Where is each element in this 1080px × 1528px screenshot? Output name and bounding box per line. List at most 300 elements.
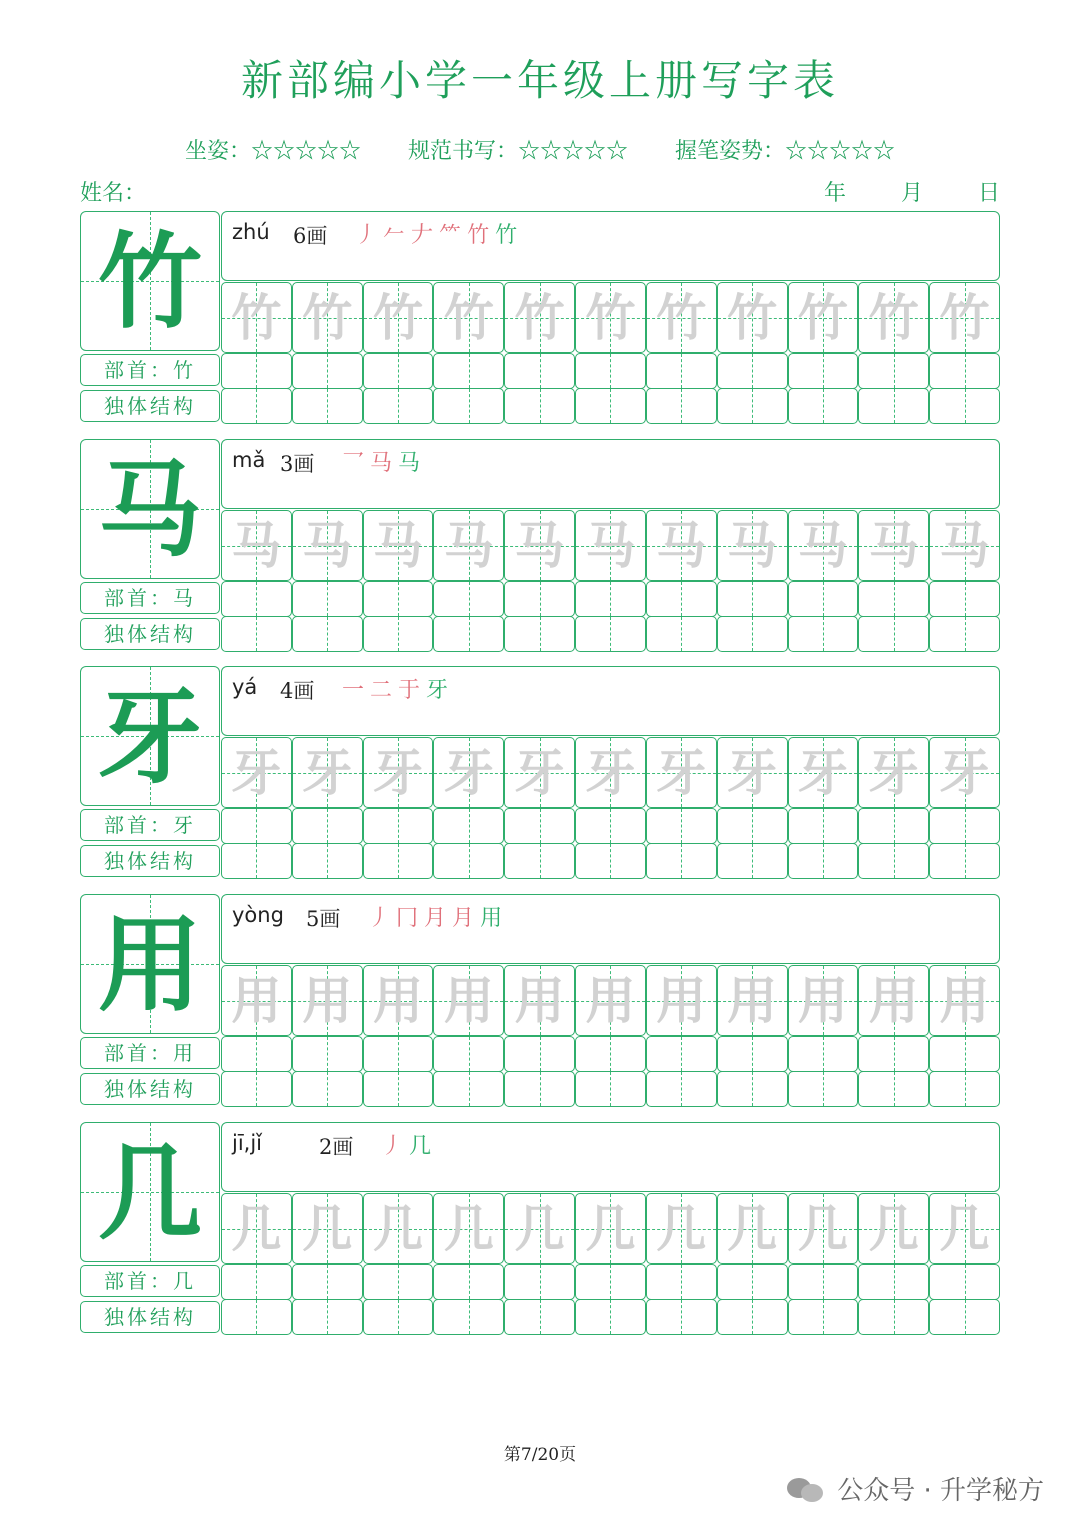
trace-cell[interactable]: [504, 965, 575, 1036]
trace-cell[interactable]: [433, 510, 504, 581]
trace-character: 用: [231, 972, 282, 1030]
trace-character: 竹: [656, 289, 707, 347]
rating-bar: [0, 134, 1080, 165]
trace-character: 几: [373, 1200, 424, 1258]
character-block: [80, 666, 1000, 878]
practice-cell[interactable]: [717, 616, 788, 652]
trace-character: 马: [868, 517, 919, 575]
stroke-step: 𠂇: [411, 223, 440, 248]
trace-cell[interactable]: [504, 1193, 575, 1264]
trace-cell[interactable]: [788, 965, 859, 1036]
practice-cell[interactable]: [858, 1264, 929, 1300]
practice-cell[interactable]: [433, 808, 504, 844]
practice-cell[interactable]: [433, 581, 504, 617]
trace-character: 用: [302, 972, 353, 1030]
practice-cell[interactable]: [221, 843, 292, 879]
trace-character: 几: [231, 1200, 282, 1258]
practice-cell[interactable]: [646, 581, 717, 617]
practice-cell[interactable]: [575, 843, 646, 879]
trace-character: 用: [727, 972, 778, 1030]
practice-cell[interactable]: [858, 808, 929, 844]
practice-cell[interactable]: [433, 388, 504, 424]
practice-row: [221, 1036, 1000, 1072]
name-label: 姓名：: [80, 181, 147, 206]
trace-character: 马: [797, 517, 848, 575]
model-character-box: [80, 666, 220, 806]
trace-character: 竹: [585, 289, 636, 347]
trace-character: 用: [443, 972, 494, 1030]
practice-cell[interactable]: [717, 581, 788, 617]
trace-character: 竹: [373, 289, 424, 347]
practice-cell[interactable]: [788, 616, 859, 652]
trace-character: 牙: [443, 744, 494, 802]
trace-cell[interactable]: [858, 737, 929, 808]
trace-cell[interactable]: [363, 510, 434, 581]
practice-cell[interactable]: [575, 1036, 646, 1072]
practice-cell[interactable]: [292, 353, 363, 389]
trace-cell[interactable]: [929, 282, 1000, 353]
practice-cell[interactable]: [788, 808, 859, 844]
practice-cell[interactable]: [221, 1071, 292, 1107]
practice-cell[interactable]: [788, 388, 859, 424]
practice-cell[interactable]: [858, 1036, 929, 1072]
trace-cell[interactable]: [788, 282, 859, 353]
practice-row: [221, 353, 1000, 389]
trace-cell[interactable]: [929, 737, 1000, 808]
page-title: 新部编小学一年级上册写字表: [240, 56, 839, 105]
trace-character: 竹: [939, 289, 990, 347]
practice-cell[interactable]: [858, 1299, 929, 1335]
trace-cell[interactable]: [858, 1193, 929, 1264]
radical-label: 部首：几: [80, 1265, 220, 1297]
practice-cell[interactable]: [575, 1264, 646, 1300]
rating-posture: 坐姿：☆☆☆☆☆: [184, 139, 361, 164]
practice-cell[interactable]: [788, 843, 859, 879]
stroke-order: [342, 446, 426, 477]
practice-cell[interactable]: [929, 1036, 1000, 1072]
trace-cell[interactable]: [292, 965, 363, 1036]
trace-character: 用: [868, 972, 919, 1030]
practice-cell[interactable]: [788, 1299, 859, 1335]
trace-cell[interactable]: [221, 1193, 292, 1264]
stroke-order: [381, 1129, 437, 1160]
trace-character: 竹: [797, 289, 848, 347]
practice-cell[interactable]: [292, 808, 363, 844]
trace-character: 马: [585, 517, 636, 575]
practice-cell[interactable]: [788, 1264, 859, 1300]
practice-cell[interactable]: [504, 1264, 575, 1300]
practice-cell[interactable]: [575, 808, 646, 844]
model-character: 马: [97, 449, 202, 571]
trace-cell[interactable]: [363, 1193, 434, 1264]
practice-cell[interactable]: [929, 1299, 1000, 1335]
trace-row: [221, 737, 1000, 808]
stroke-step: 丿: [368, 906, 397, 931]
watermark: [787, 1470, 1044, 1507]
practice-cell[interactable]: [717, 808, 788, 844]
practice-cell[interactable]: [646, 843, 717, 879]
trace-cell[interactable]: [788, 1193, 859, 1264]
trace-cell[interactable]: [646, 282, 717, 353]
pinyin: zhú: [232, 220, 270, 244]
trace-cell[interactable]: [575, 510, 646, 581]
trace-character: 马: [939, 517, 990, 575]
practice-cell[interactable]: [363, 1036, 434, 1072]
stroke-step: 于: [398, 678, 427, 703]
trace-character: 几: [514, 1200, 565, 1258]
practice-cell[interactable]: [221, 353, 292, 389]
year-label: 年: [823, 181, 846, 206]
practice-cell[interactable]: [363, 616, 434, 652]
practice-cell[interactable]: [363, 1299, 434, 1335]
trace-cell[interactable]: [646, 965, 717, 1036]
character-block: [80, 1122, 1000, 1334]
trace-cell[interactable]: [292, 1193, 363, 1264]
info-row: [221, 1122, 1000, 1192]
practice-cell[interactable]: [575, 1071, 646, 1107]
practice-cell[interactable]: [929, 616, 1000, 652]
stroke-step: 𠂉: [383, 223, 412, 248]
stroke-order: [355, 218, 523, 249]
trace-cell[interactable]: [292, 282, 363, 353]
info-row: [221, 211, 1000, 281]
trace-character: 几: [585, 1200, 636, 1258]
practice-cell[interactable]: [363, 353, 434, 389]
trace-cell[interactable]: [717, 282, 788, 353]
trace-cell[interactable]: [575, 1193, 646, 1264]
trace-character: 竹: [443, 289, 494, 347]
practice-cell[interactable]: [433, 1036, 504, 1072]
practice-cell[interactable]: [929, 1264, 1000, 1300]
trace-cell[interactable]: [646, 510, 717, 581]
name-date-bar: [80, 176, 1000, 206]
trace-cell[interactable]: [717, 737, 788, 808]
practice-row: [221, 1264, 1000, 1300]
model-character: 几: [97, 1132, 202, 1254]
practice-cell[interactable]: [363, 581, 434, 617]
practice-cell[interactable]: [504, 581, 575, 617]
practice-cell[interactable]: [929, 808, 1000, 844]
stroke-step: 二: [370, 678, 399, 703]
character-block: [80, 211, 1000, 423]
stroke-step: 几: [409, 1134, 438, 1159]
practice-cell[interactable]: [929, 388, 1000, 424]
practice-cell[interactable]: [221, 808, 292, 844]
practice-row: [221, 581, 1000, 617]
trace-cell[interactable]: [858, 965, 929, 1036]
pinyin: yòng: [232, 903, 284, 927]
trace-cell[interactable]: [363, 737, 434, 808]
practice-row: [221, 616, 1000, 652]
practice-cell[interactable]: [292, 616, 363, 652]
trace-character: 牙: [797, 744, 848, 802]
day-label: 日: [977, 181, 1000, 206]
practice-cell[interactable]: [646, 1036, 717, 1072]
trace-cell[interactable]: [221, 965, 292, 1036]
page-number: 第7/20页: [503, 1445, 577, 1465]
practice-cell[interactable]: [433, 843, 504, 879]
practice-cell[interactable]: [221, 1264, 292, 1300]
stroke-step: 用: [480, 906, 509, 931]
trace-row: [221, 965, 1000, 1036]
trace-cell[interactable]: [717, 965, 788, 1036]
practice-cell[interactable]: [646, 1264, 717, 1300]
trace-character: 几: [443, 1200, 494, 1258]
trace-cell[interactable]: [433, 1193, 504, 1264]
stroke-count: 2画: [319, 1135, 354, 1159]
trace-character: 牙: [585, 744, 636, 802]
trace-cell[interactable]: [221, 282, 292, 353]
pinyin: yá: [232, 675, 258, 699]
practice-cell[interactable]: [788, 581, 859, 617]
trace-cell[interactable]: [929, 510, 1000, 581]
stroke-order: [368, 901, 508, 932]
practice-cell[interactable]: [504, 1036, 575, 1072]
stroke-count: 6画: [293, 224, 328, 248]
practice-cell[interactable]: [433, 1264, 504, 1300]
stroke-step: 乛: [342, 451, 371, 476]
stroke-step: 马: [370, 451, 399, 476]
practice-cell[interactable]: [646, 353, 717, 389]
practice-cell[interactable]: [504, 388, 575, 424]
trace-cell[interactable]: [433, 282, 504, 353]
trace-character: 竹: [302, 289, 353, 347]
practice-cell[interactable]: [858, 581, 929, 617]
practice-cell[interactable]: [717, 388, 788, 424]
character-block: [80, 894, 1000, 1106]
practice-cell[interactable]: [292, 1299, 363, 1335]
trace-character: 马: [302, 517, 353, 575]
trace-cell[interactable]: [646, 737, 717, 808]
practice-cell[interactable]: [929, 353, 1000, 389]
trace-character: 用: [797, 972, 848, 1030]
trace-character: 牙: [656, 744, 707, 802]
practice-cell[interactable]: [292, 581, 363, 617]
trace-cell[interactable]: [646, 1193, 717, 1264]
stroke-step: 一: [342, 678, 371, 703]
practice-cell[interactable]: [504, 1299, 575, 1335]
stroke-step: 牙: [426, 678, 455, 703]
practice-cell[interactable]: [858, 616, 929, 652]
stroke-count: 5画: [306, 907, 341, 931]
practice-cell[interactable]: [858, 843, 929, 879]
trace-character: 用: [514, 972, 565, 1030]
wechat-icon: [787, 1474, 825, 1504]
month-label: 月: [900, 181, 923, 206]
stroke-count: 4画: [280, 679, 315, 703]
trace-cell[interactable]: [221, 510, 292, 581]
info-row: [221, 439, 1000, 509]
practice-cell[interactable]: [646, 388, 717, 424]
trace-character: 牙: [514, 744, 565, 802]
structure-label: 独体结构: [80, 390, 220, 422]
trace-character: 马: [514, 517, 565, 575]
practice-cell[interactable]: [858, 388, 929, 424]
radical-label: 部首：竹: [80, 354, 220, 386]
practice-cell[interactable]: [292, 1071, 363, 1107]
practice-cell[interactable]: [504, 1071, 575, 1107]
stroke-step: 丿: [355, 223, 384, 248]
trace-character: 牙: [231, 744, 282, 802]
model-character: 用: [97, 904, 202, 1026]
practice-cell[interactable]: [717, 1264, 788, 1300]
structure-label: 独体结构: [80, 845, 220, 877]
info-row: [221, 666, 1000, 736]
practice-cell[interactable]: [717, 1036, 788, 1072]
trace-character: 几: [939, 1200, 990, 1258]
trace-cell[interactable]: [433, 965, 504, 1036]
pinyin: mǎ: [232, 448, 266, 472]
practice-cell[interactable]: [221, 1299, 292, 1335]
practice-cell[interactable]: [433, 1299, 504, 1335]
practice-row: [221, 1299, 1000, 1335]
practice-cell[interactable]: [575, 581, 646, 617]
trace-character: 用: [656, 972, 707, 1030]
stroke-step: 月: [452, 906, 481, 931]
practice-cell[interactable]: [433, 353, 504, 389]
practice-cell[interactable]: [575, 616, 646, 652]
practice-cell[interactable]: [221, 616, 292, 652]
trace-character: 几: [727, 1200, 778, 1258]
trace-cell[interactable]: [433, 737, 504, 808]
trace-character: 竹: [231, 289, 282, 347]
radical-label: 部首：用: [80, 1037, 220, 1069]
trace-cell[interactable]: [575, 965, 646, 1036]
radical-label: 部首：牙: [80, 809, 220, 841]
practice-row: [221, 843, 1000, 879]
trace-cell[interactable]: [788, 737, 859, 808]
practice-cell[interactable]: [717, 1299, 788, 1335]
trace-character: 马: [231, 517, 282, 575]
trace-cell[interactable]: [221, 737, 292, 808]
trace-character: 竹: [727, 289, 778, 347]
practice-cell[interactable]: [646, 616, 717, 652]
practice-cell[interactable]: [788, 1071, 859, 1107]
pinyin: jī,jǐ: [232, 1131, 263, 1155]
trace-character: 几: [302, 1200, 353, 1258]
structure-label: 独体结构: [80, 1301, 220, 1333]
structure-label: 独体结构: [80, 1073, 220, 1105]
trace-cell[interactable]: [929, 1193, 1000, 1264]
trace-cell[interactable]: [929, 965, 1000, 1036]
trace-cell[interactable]: [504, 737, 575, 808]
practice-cell[interactable]: [929, 581, 1000, 617]
trace-character: 用: [373, 972, 424, 1030]
trace-character: 几: [656, 1200, 707, 1258]
practice-cell[interactable]: [717, 1071, 788, 1107]
practice-cell[interactable]: [363, 843, 434, 879]
stroke-step: 丿: [381, 1134, 410, 1159]
practice-cell[interactable]: [929, 1071, 1000, 1107]
practice-cell[interactable]: [646, 1071, 717, 1107]
trace-cell[interactable]: [504, 282, 575, 353]
model-character: 竹: [97, 221, 202, 343]
trace-cell[interactable]: [788, 510, 859, 581]
trace-character: 牙: [302, 744, 353, 802]
stroke-step: ⺮: [439, 223, 468, 248]
practice-cell[interactable]: [504, 808, 575, 844]
practice-cell[interactable]: [646, 808, 717, 844]
model-character-box: [80, 894, 220, 1034]
trace-cell[interactable]: [575, 737, 646, 808]
trace-character: 马: [443, 517, 494, 575]
model-character: 牙: [97, 676, 202, 798]
trace-cell[interactable]: [717, 510, 788, 581]
trace-cell[interactable]: [363, 282, 434, 353]
practice-cell[interactable]: [717, 353, 788, 389]
practice-cell[interactable]: [504, 353, 575, 389]
practice-cell[interactable]: [292, 843, 363, 879]
practice-cell[interactable]: [221, 388, 292, 424]
practice-cell[interactable]: [575, 1299, 646, 1335]
practice-cell[interactable]: [433, 1071, 504, 1107]
trace-cell[interactable]: [504, 510, 575, 581]
practice-cell[interactable]: [788, 1036, 859, 1072]
trace-cell[interactable]: [717, 1193, 788, 1264]
stroke-step: 马: [398, 451, 427, 476]
trace-character: 几: [797, 1200, 848, 1258]
practice-cell[interactable]: [646, 1299, 717, 1335]
practice-cell[interactable]: [575, 353, 646, 389]
practice-row: [221, 808, 1000, 844]
trace-cell[interactable]: [575, 282, 646, 353]
stroke-step: 冂: [396, 906, 425, 931]
trace-cell[interactable]: [858, 510, 929, 581]
practice-cell[interactable]: [858, 353, 929, 389]
stroke-step: 月: [424, 906, 453, 931]
trace-row: [221, 510, 1000, 581]
practice-row: [221, 1071, 1000, 1107]
model-character-box: [80, 439, 220, 579]
practice-cell[interactable]: [363, 1264, 434, 1300]
trace-character: 竹: [514, 289, 565, 347]
trace-cell[interactable]: [363, 965, 434, 1036]
practice-cell[interactable]: [575, 388, 646, 424]
trace-row: [221, 1193, 1000, 1264]
structure-label: 独体结构: [80, 618, 220, 650]
trace-character: 牙: [868, 744, 919, 802]
practice-cell[interactable]: [221, 1036, 292, 1072]
trace-cell[interactable]: [292, 510, 363, 581]
practice-cell[interactable]: [363, 388, 434, 424]
practice-cell[interactable]: [504, 616, 575, 652]
trace-character: 几: [868, 1200, 919, 1258]
watermark-text: 公众号 · 升学秘方: [837, 1476, 1044, 1506]
trace-cell[interactable]: [858, 282, 929, 353]
practice-cell[interactable]: [363, 1071, 434, 1107]
trace-character: 马: [727, 517, 778, 575]
practice-cell[interactable]: [292, 1264, 363, 1300]
trace-character: 牙: [939, 744, 990, 802]
trace-character: 马: [656, 517, 707, 575]
practice-cell[interactable]: [433, 616, 504, 652]
practice-cell[interactable]: [221, 581, 292, 617]
practice-cell[interactable]: [929, 843, 1000, 879]
practice-cell[interactable]: [504, 843, 575, 879]
stroke-count: 3画: [280, 452, 315, 476]
practice-cell[interactable]: [363, 808, 434, 844]
radical-label: 部首：马: [80, 582, 220, 614]
practice-cell[interactable]: [858, 1071, 929, 1107]
practice-cell[interactable]: [717, 843, 788, 879]
trace-character: 马: [373, 517, 424, 575]
practice-cell[interactable]: [292, 388, 363, 424]
trace-cell[interactable]: [292, 737, 363, 808]
rating-grip: 握笔姿势：☆☆☆☆☆: [675, 139, 896, 164]
practice-cell[interactable]: [292, 1036, 363, 1072]
practice-cell[interactable]: [788, 353, 859, 389]
practice-row: [221, 388, 1000, 424]
